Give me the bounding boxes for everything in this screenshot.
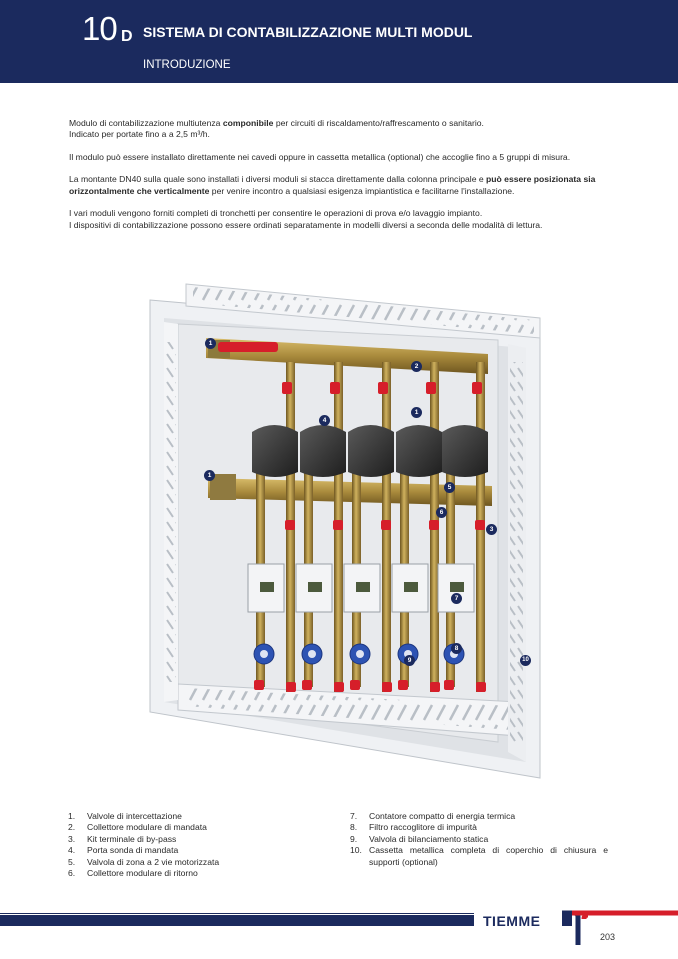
label-1-mid: 1: [411, 407, 422, 418]
shutoff-valve-handle: [282, 382, 292, 394]
legend-text: Kit terminale di by-pass: [87, 833, 177, 844]
drain-valve: [430, 682, 440, 692]
legend-number: 9.: [350, 833, 358, 844]
label-8: 8: [451, 643, 462, 654]
legend-item: [68, 822, 328, 833]
chapter-number: 10: [82, 10, 117, 47]
balancing-valve-cap: [308, 650, 316, 658]
page-number: 203: [600, 932, 616, 942]
meter-display: [404, 582, 418, 592]
product-illustration: [148, 282, 544, 782]
legend-item: [350, 822, 608, 833]
intro-paragraph-1: [69, 118, 614, 141]
legend-number: 7.: [350, 811, 358, 821]
legend-text: Valvola di zona a 2 vie motorizzata: [87, 856, 220, 867]
legend-text: Collettore modulare di ritorno: [87, 868, 198, 879]
label-1-top: 1: [205, 338, 216, 349]
legend-text: Porta sonda di mandata: [87, 845, 179, 856]
legend-number: 4.: [68, 845, 76, 856]
intro-p1-bold: componibile: [222, 118, 274, 128]
legend-item: [350, 845, 608, 868]
meter-display: [356, 582, 370, 592]
intro-text: [69, 118, 614, 242]
intro-p4-a: I vari moduli vengono forniti completi di tronchetti per consentire le operazioni di prova e/o lavaggio impianto.: [69, 208, 483, 219]
legend-number: 3.: [68, 833, 76, 844]
chapter-title: SISTEMA DI CONTABILIZZAZIONE MULTI MODUL: [143, 24, 473, 40]
legend-item: [68, 845, 328, 856]
legend-number: 6.: [68, 868, 76, 879]
legend-item: [68, 857, 328, 868]
intro-p3-a: La montante DN40 sulla quale sono installati i diversi moduli si stacca direttamente dalla colonna principale e: [69, 174, 487, 185]
zone-valve-actuator: [300, 425, 346, 477]
return-valve-handle: [475, 520, 485, 530]
drain-valve: [254, 680, 264, 690]
header-banner: [0, 0, 678, 83]
legend-left: [68, 811, 328, 879]
drain-valve: [444, 680, 454, 690]
label-4: 4: [319, 415, 330, 426]
legend-number: 2.: [68, 822, 76, 833]
chapter-letter: D: [121, 28, 133, 45]
legend-number: 5.: [68, 856, 76, 867]
section-subtitle: INTRODUZIONE: [143, 59, 231, 71]
legend-text: Valvola di bilanciamento statica: [369, 833, 489, 844]
zone-valve-actuator: [442, 425, 488, 477]
legend-text: Contatore compatto di energia termica: [369, 811, 516, 821]
meter-display: [308, 582, 322, 592]
label-7: 7: [451, 593, 462, 604]
label-5: 5: [444, 482, 455, 493]
legend-item: [68, 811, 328, 822]
cabinet-drawing: [148, 282, 544, 782]
meter-display: [260, 582, 274, 592]
legend-right: [350, 811, 608, 868]
legend-text: Collettore modulare di mandata: [87, 822, 207, 833]
return-valve-handle: [429, 520, 439, 530]
zone-valve-actuator: [348, 425, 394, 477]
intro-p1-d: Indicato per portate fino a a 2,5 m³/h.: [69, 129, 210, 140]
balancing-valve-cap: [356, 650, 364, 658]
drain-valve: [334, 682, 344, 692]
brand-logo: TIEMME: [483, 913, 541, 929]
label-1-left: 1: [204, 470, 215, 481]
shutoff-valve-handle: [472, 382, 482, 394]
return-valve-handle: [285, 520, 295, 530]
drain-valve: [382, 682, 392, 692]
legend-item: [68, 868, 328, 879]
drain-valve: [302, 680, 312, 690]
label-3: 3: [486, 524, 497, 535]
shutoff-valve-handle: [378, 382, 388, 394]
shutoff-valve-handle: [426, 382, 436, 394]
label-6: 6: [436, 507, 447, 518]
return-valve-handle: [333, 520, 343, 530]
legend-text: Valvole di intercettazione: [87, 811, 182, 821]
legend-item: [350, 811, 608, 822]
legend-text: Cassetta metallica completa di coperchio di chiusura e supporti (optional): [369, 845, 608, 867]
intro-paragraph-3: [69, 174, 614, 197]
drain-valve: [476, 682, 486, 692]
intro-paragraph-4: [69, 208, 614, 231]
intro-p3-c: per venire incontro a qualsiasi esigenza impiantistica e facilitarne l'installazione.: [209, 185, 515, 196]
legend-number: 8.: [350, 822, 358, 833]
intro-p3-bold: può essere posizionata sia orizzontalmente che verticalmente: [69, 174, 596, 196]
balancing-valve-cap: [260, 650, 268, 658]
intro-p4-b: I dispositivi di contabilizzazione possono essere ordinati separatamente in modelli diversi a seconda delle modalità di lettura.: [69, 219, 543, 230]
label-9: 9: [404, 655, 415, 666]
zone-valve-actuator: [252, 425, 298, 477]
label-2: 2: [411, 361, 422, 372]
drain-valve: [398, 680, 408, 690]
legend-number: 10.: [350, 845, 362, 856]
legend-item: [68, 834, 328, 845]
legend-text: Filtro raccoglitore di impurità: [369, 822, 477, 833]
intro-p1-a: Modulo di contabilizzazione multiutenza: [69, 118, 223, 128]
return-valve-handle: [381, 520, 391, 530]
intro-p1-c: per circuiti di riscaldamento/raffrescamento o sanitario.: [273, 118, 484, 128]
meter-display: [450, 582, 464, 592]
legend-item: [350, 834, 608, 845]
drain-valve: [350, 680, 360, 690]
zone-valve-actuator: [396, 425, 442, 477]
shutoff-valve-handle: [330, 382, 340, 394]
label-10: 10: [520, 655, 531, 666]
intro-paragraph-2: Il modulo può essere installato direttamente nei cavedi oppure in cassetta metallica (optional) che accoglie fino a 5 gruppi di misura.: [69, 151, 571, 162]
drain-valve: [286, 682, 296, 692]
legend-number: 1.: [68, 811, 76, 821]
